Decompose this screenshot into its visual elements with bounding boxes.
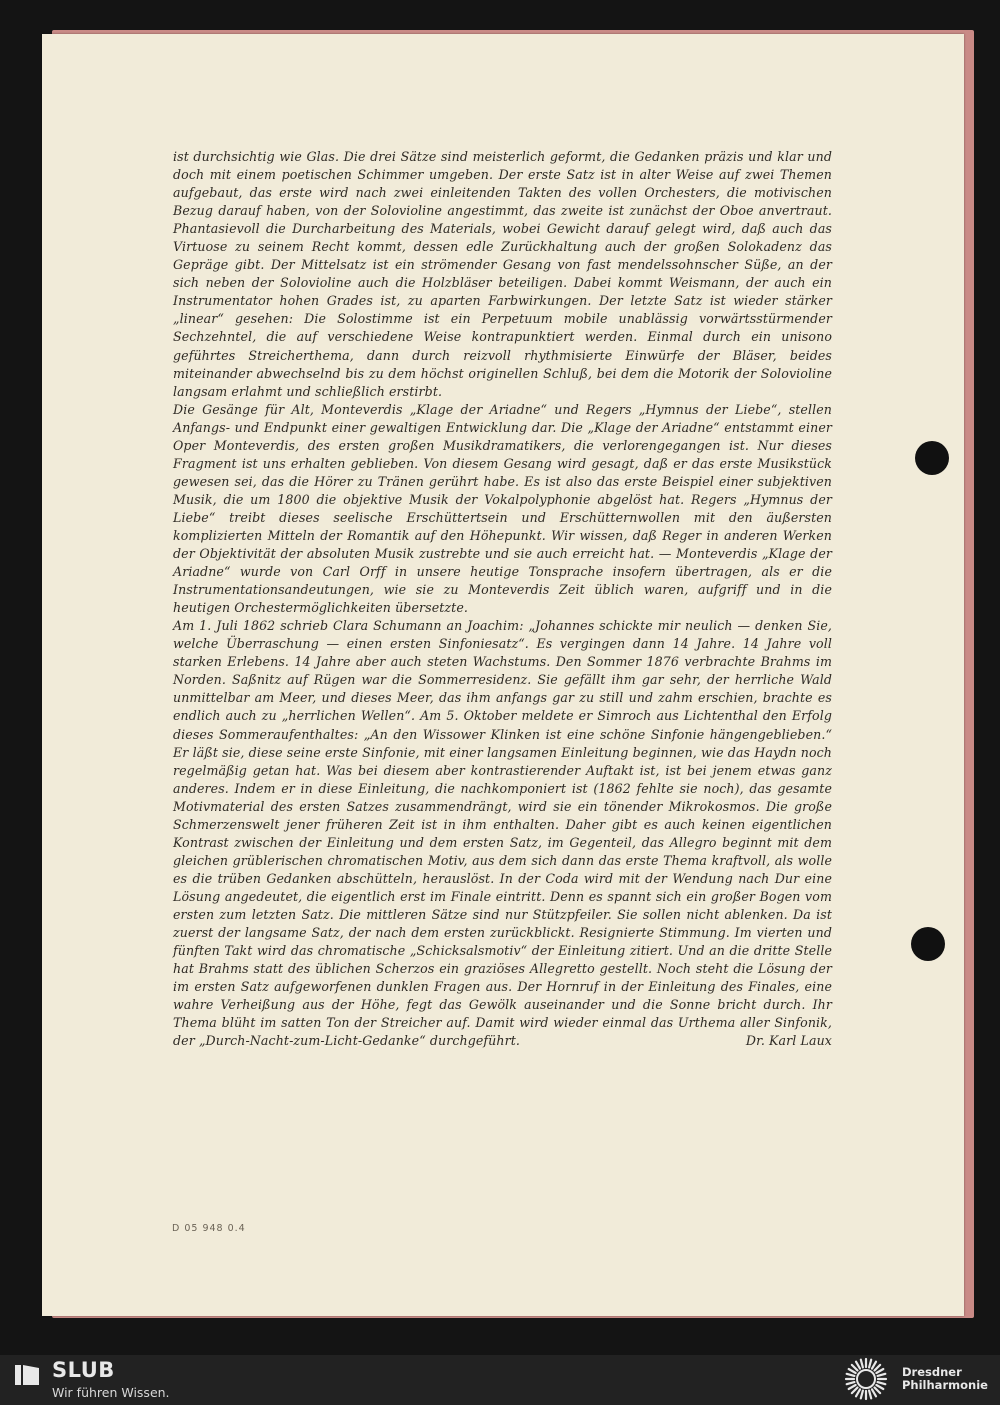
logo-ray	[878, 1382, 886, 1384]
paragraph-gesaenge: Die Gesänge für Alt, Monteverdis „Klage der Ariadne“ und Regers „Hymnus der Liebe“, stellen Anfangs- und Endpunkt einer gewaltigen Entwicklung dar. Die „Klage der Ariadne“ entstammt einer Oper Monteverdis, des ersten großen Musikdramatikers, die verlorengegangen ist. Nur dieses Fragment ist uns erhalten geblieben. Von diesem Gesang wird gesagt, daß er das erste Musikstück gewesen sei, das die Hörer zu Tränen gerührt habe. Es ist also das erste Beispiel einer subjektiven Musik, die um 1800 die objektive Musik der Vokalpolyphonie abgelöst hat. Regers „Hymnus der Liebe“ treibt dieses seelische Erschüttertsein und Erschütternwollen mit den äußersten komplizierten Mitteln der Romantik auf den Höhepunkt. Wir wissen, daß Reger in anderen Werken der Objektivität der absoluten Musik zustrebte und sie auch erreicht hat. — Monteverdis „Klage der Ariadne“ wurde von Carl Orff in unsere heutige Tonsprache insofern übertragen, als er die Instrumentationsandeutungen, wie sie zu Monteverdis Zeit üblich waren, aufgriff und in die heutigen Orchestermöglichkeiten übersetzte.	[173, 401, 832, 616]
partner-name	[902, 1366, 988, 1392]
logo-ray	[852, 1365, 858, 1371]
slub-logo-icon	[14, 1362, 40, 1388]
logo-ray	[874, 1387, 880, 1393]
logo-ray	[861, 1391, 863, 1399]
logo-ray	[849, 1385, 856, 1389]
logo-ray	[876, 1369, 883, 1373]
logo-ray	[878, 1374, 886, 1376]
library-tagline: Wir führen Wissen.	[52, 1385, 170, 1400]
logo-ray	[856, 1362, 860, 1369]
logo-ray	[869, 1391, 871, 1399]
logo-ray	[872, 1362, 876, 1369]
logo-ray	[847, 1374, 855, 1376]
logo-ray	[849, 1369, 856, 1373]
paragraph-brahms-text: Am 1. Juli 1862 schrieb Clara Schumann an Joachim: „Johannes schickte mir neulich — denken Sie, welche Überraschung — einen ersten Sinfoniesatz“. Es vergingen dann 14 Jahre. 14 Jahre voll starken Erlebens. 14 Jahre aber auch steten Wachstums. Den Sommer 1876 verbrachte Brahms im Norden. Saßnitz auf Rügen war die Sommerresidenz. Sie gefällt ihm gar sehr, der herrliche Wald unmittelbar am Meer, und dieses Meer, das ihm anfangs gar zu still und zahm erschien, brachte es endlich auch zu „herrlichen Wellen“. Am 5. Oktober meldete er Simroch aus Lichtenthal den Erfolg dieses Sommeraufenthaltes: „An den Wissower Klinken ist eine schöne Sinfonie hängengeblieben.“ Er läßt sie, diese seine erste Sinfonie, mit einer langsamen Einleitung beginnen, wie das Haydn noch regelmäßig getan hat. Was bei diesem aber kontrastierender Auftakt ist, ist bei jenem etwas ganz anderes. Indem er in diese Einleitung, die nachkomponiert ist (1862 fehlte sie noch), das gesamte Motivmaterial des ersten Satzes zusammendrängt, wird sie ein tönender Mikrokosmos. Die große Schmerzenswelt jener früheren Zeit ist in ihm enthalten. Daher gibt es auch keinen eigentlichen Kontrast zwischen der Einleitung und dem ersten Satz, im Gegenteil, das Allegro beginnt mit dem gleichen grüblerischen chromatischen Motiv, aus dem sich dann das erste Thema kraftvoll, als wolle es die trüben Gedanken abschütteln, herauslöst. In der Coda wird mit der Wendung nach Dur eine Lösung angedeutet, die eigentlich erst im Finale eintritt. Denn es spannt sich ein großer Bogen vom ersten zum letzten Satz. Die mittleren Sätze sind nur Stützpfeiler. Sie sollen nicht ablenken. Da ist zuerst der langsame Satz, der nach dem ersten zurückblickt. Resignierte Stimmung. Im vierten und fünften Takt wird das chromatische „Schicksalsmotiv“ der Einleitung zitiert. Und an die dritte Stelle hat Brahms statt des üblichen Scherzos ein graziöses Allegretto gestellt. Noch steht die Lösung der im ersten Satz aufgeworfenen dunklen Fragen aus. Der Hornruf in der Einleitung des Finales, eine wahre Verheißung aus der Höhe, fegt das Gewölk auseinander und die Sonne bricht durch. Ihr Thema blüht im satten Ton der Streicher auf. Damit wird wieder einmal das Urthema aller Sinfonik, der „Durch-Nacht-zum-Licht-Gedanke“ durchgeführt.	[173, 618, 832, 1049]
partner-name-line1: Dresdner	[902, 1365, 962, 1379]
logo-ray	[874, 1365, 880, 1371]
logo-ray	[856, 1389, 860, 1396]
logo-ray	[876, 1385, 883, 1389]
punch-hole	[915, 441, 949, 475]
article-text	[173, 148, 832, 1050]
logo-ray	[861, 1360, 863, 1368]
logo-ray	[869, 1360, 871, 1368]
paragraph-brahms	[173, 617, 832, 1050]
document-code: D 05 948 0.4	[172, 1223, 246, 1234]
library-name: SLUB	[52, 1358, 115, 1382]
author-signature: Dr. Karl Laux	[745, 1033, 832, 1049]
logo-ray	[852, 1387, 858, 1393]
logo-ray	[872, 1389, 876, 1396]
partner-name-line2: Philharmonie	[902, 1378, 988, 1392]
paragraph-weismann: ist durchsichtig wie Glas. Die drei Sätze sind meisterlich geformt, die Gedanken präzis und klar und doch mit einem poetischen Schimmer umgeben. Der erste Satz ist in alter Weise auf zwei Themen aufgebaut, das erste wird nach zwei einleitenden Takten des vollen Orchesters, die motivischen Bezug darauf haben, von der Solovioline angestimmt, das zweite ist zunächst der Oboe anvertraut. Phantasievoll die Durcharbeitung des Materials, wobei Gewicht darauf gelegt wird, daß auch das Virtuose zu seinem Recht kommt, dessen edle Zurückhaltung auch der großen Solokadenz das Gepräge gibt. Der Mittelsatz ist ein strömender Gesang von fast mendelssohnscher Süße, an der sich neben der Solovioline auch die Holzbläser beteiligen. Dabei kommt Weismann, der auch ein Instrumentator hohen Grades ist, zu aparten Farbwirkungen. Der letzte Satz ist wieder stärker „linear“ gesehen: Die Solostimme ist ein Perpetuum mobile unablässig vorwärtsstürmender Sechzehntel, die auf verschiedene Weise kontrapunktiert werden. Einmal durch ein unisono geführtes Streicherthema, dann durch reizvoll rhythmisierte Einwürfe der Bläser, beides miteinander abwechselnd bis zu dem höchst originellen Schluß, bei dem die Motorik der Solovioline langsam erlahmt und schließlich erstirbt.	[173, 149, 832, 399]
punch-hole	[911, 927, 945, 961]
philharmonie-logo-icon	[840, 1357, 892, 1401]
logo-ray	[847, 1382, 855, 1384]
